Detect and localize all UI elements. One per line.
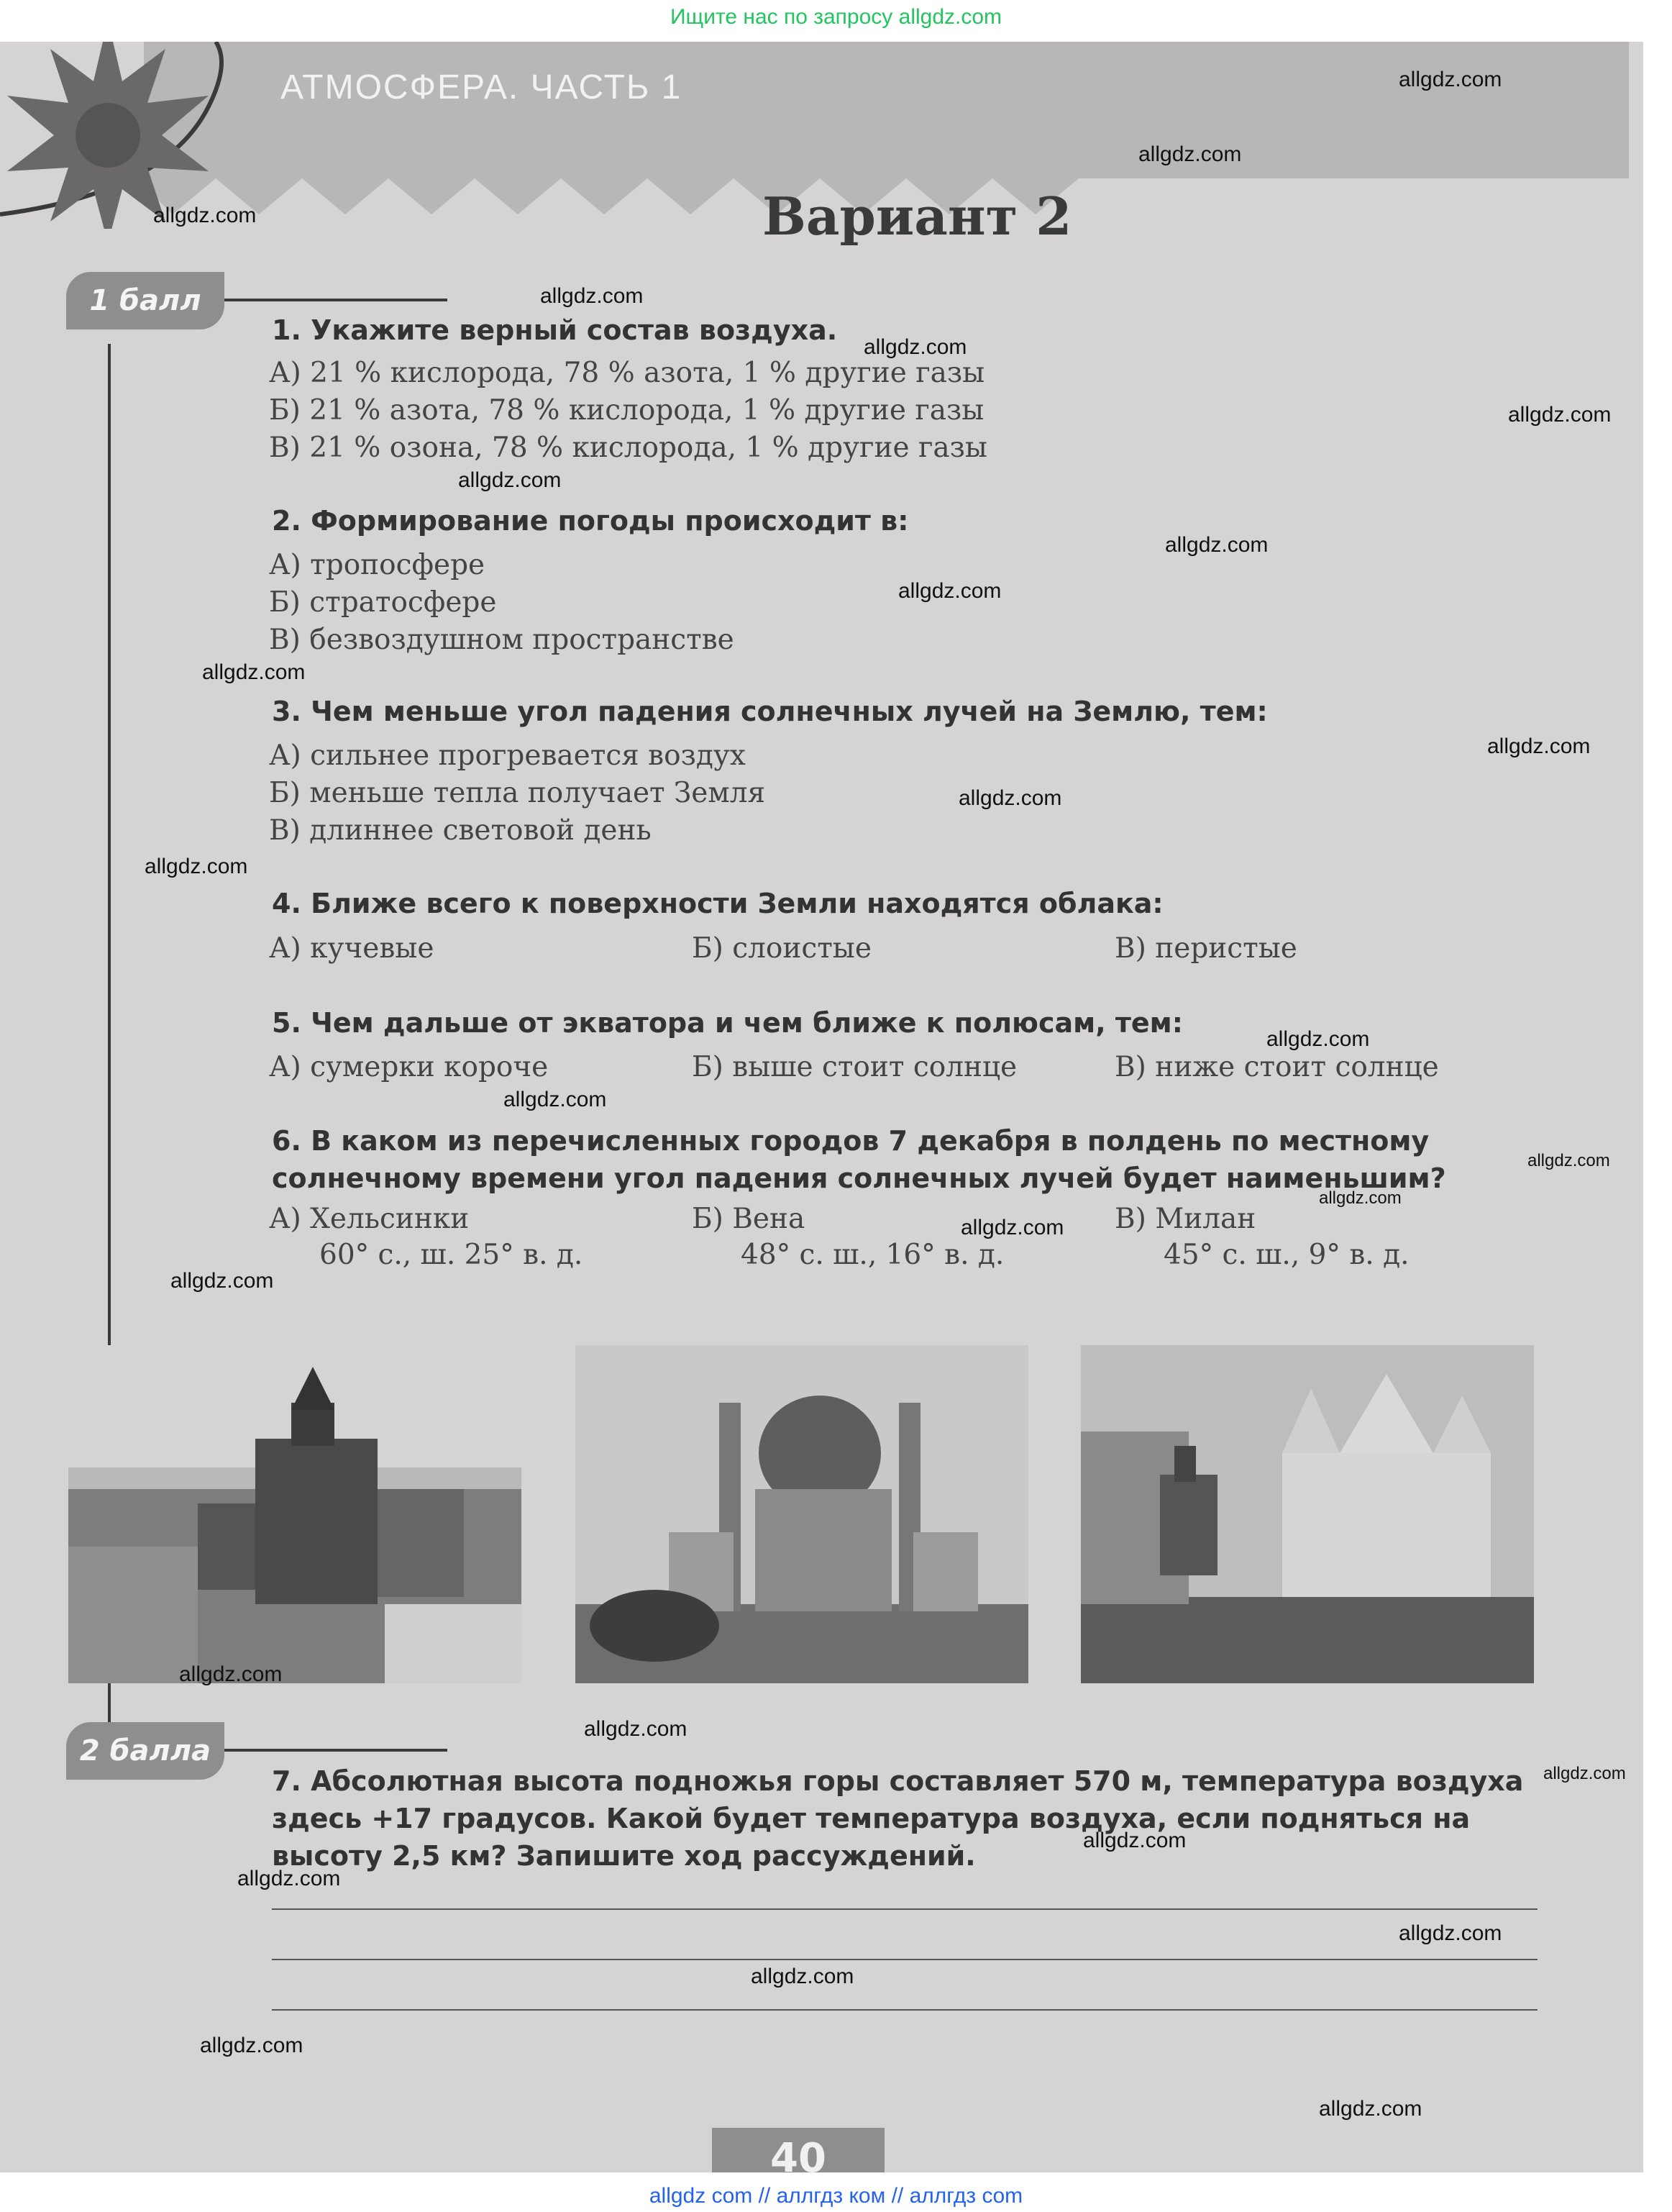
variant-title: Вариант 2 [762,186,1072,247]
watermark: allgdz.com [1138,142,1242,166]
question-2-option-b: Б) стратосфере [269,586,497,619]
question-4-option-a: А) кучевые [269,932,434,965]
question-5: 5. Чем дальше от экватора и чем ближе к полюсам, тем: [272,1007,1183,1039]
photo-vienna [575,1345,1028,1683]
page-number-box [712,2128,885,2172]
watermark: allgdz.com [1319,2097,1422,2121]
question-6-option-c: В) Милан [1115,1203,1256,1235]
question-3: 3. Чем меньше угол падения солнечных лучей на Землю, тем: [272,696,1268,727]
answer-line-3[interactable] [272,2009,1538,2011]
question-6-option-a: А) Хельсинки [269,1203,470,1235]
question-2-option-c: В) безвоздушном пространстве [269,624,734,656]
watermark: allgdz.com [200,2034,303,2057]
top-banner[interactable]: Ищите нас по запросу allgdz.com [670,5,1002,29]
watermark: allgdz.com [1165,533,1269,557]
bottom-banner[interactable]: allgdz com // аллгдз ком // аллгдз com [649,2184,1023,2208]
answer-line-2[interactable] [272,1959,1538,1960]
question-6-option-b: Б) Вена [692,1203,805,1235]
question-3-option-a: А) сильнее прогревается воздух [269,739,746,772]
question-5-option-a: А) сумерки короче [269,1051,549,1083]
question-1-option-c: В) 21 % озона, 78 % кислорода, 1 % другие газы [269,432,987,464]
question-1-option-a: А) 21 % кислорода, 78 % азота, 1 % другие газы [269,357,985,389]
question-1-option-b: Б) 21 % азота, 78 % кислорода, 1 % другие газы [269,394,985,427]
watermark: allgdz.com [540,284,644,308]
watermark: allgdz.com [153,204,257,227]
photo-milan [1081,1345,1534,1683]
badge-rule-1 [224,299,447,301]
answer-line-1[interactable] [272,1908,1538,1910]
workbook-page [0,42,1643,2172]
watermark: allgdz.com [751,1965,854,1988]
points-badge-1: 1 балл [66,272,224,329]
question-2: 2. Формирование погоды происходит в: [272,505,909,537]
watermark: allgdz.com [898,579,1002,603]
question-6-coords-a: 60° с., ш. 25° в. д. [319,1239,583,1271]
watermark: allgdz.com [1083,1829,1187,1852]
watermark: allgdz.com [1543,1764,1626,1783]
question-4-option-c: В) перистые [1115,932,1297,965]
watermark: allgdz.com [503,1088,607,1111]
points-badge-2: 2 балла [66,1722,224,1780]
watermark: allgdz.com [864,335,967,359]
watermark: allgdz.com [202,660,306,684]
question-4-option-b: Б) слоистые [692,932,872,965]
question-3-option-b: Б) меньше тепла получает Земля [269,777,766,809]
question-1: 1. Укажите верный состав воздуха. [272,314,838,346]
question-6-coords-c: 45° с. ш., 9° в. д. [1164,1239,1410,1271]
question-5-option-c: В) ниже стоит солнце [1115,1051,1439,1083]
watermark: allgdz.com [961,1216,1064,1239]
question-3-option-c: В) длиннее световой день [269,814,652,847]
watermark: allgdz.com [145,855,248,878]
watermark: allgdz.com [1399,1921,1502,1945]
watermark: allgdz.com [179,1662,283,1686]
watermark: allgdz.com [1508,403,1612,427]
watermark: allgdz.com [1266,1027,1370,1051]
question-6-coords-b: 48° с. ш., 16° в. д. [741,1239,1005,1271]
watermark: allgdz.com [959,786,1062,810]
watermark: allgdz.com [584,1717,687,1741]
watermark: allgdz.com [1527,1151,1610,1170]
badge-rule-2 [224,1749,447,1752]
page-number: 40 [770,2135,826,2172]
star-icon [0,42,237,229]
question-6: 6. В каком из перечисленных городов 7 декабря в полдень по местному солнечному времени угол падения солнечных лучей будет наименьшим? [272,1125,1446,1194]
question-7: 7. Абсолютная высота подножья горы составляет 570 м, температура воздуха здесь +17 градусов. Какой будет температура воздуха, если подняться на высоту 2,5 км? Запишите ход рассуждений. [272,1765,1524,1872]
watermark: allgdz.com [237,1867,341,1890]
question-5-option-b: Б) выше стоит солнце [692,1051,1018,1083]
watermark: allgdz.com [1319,1188,1402,1208]
watermark: allgdz.com [170,1269,274,1293]
photo-helsinki [68,1345,521,1683]
watermark: allgdz.com [1487,734,1591,758]
watermark: allgdz.com [458,468,562,492]
question-2-option-a: А) тропосфере [269,549,485,581]
question-4: 4. Ближе всего к поверхности Земли находятся облака: [272,888,1164,919]
watermark: allgdz.com [1399,68,1502,91]
section-title: АТМОСФЕРА. ЧАСТЬ 1 [280,68,682,106]
